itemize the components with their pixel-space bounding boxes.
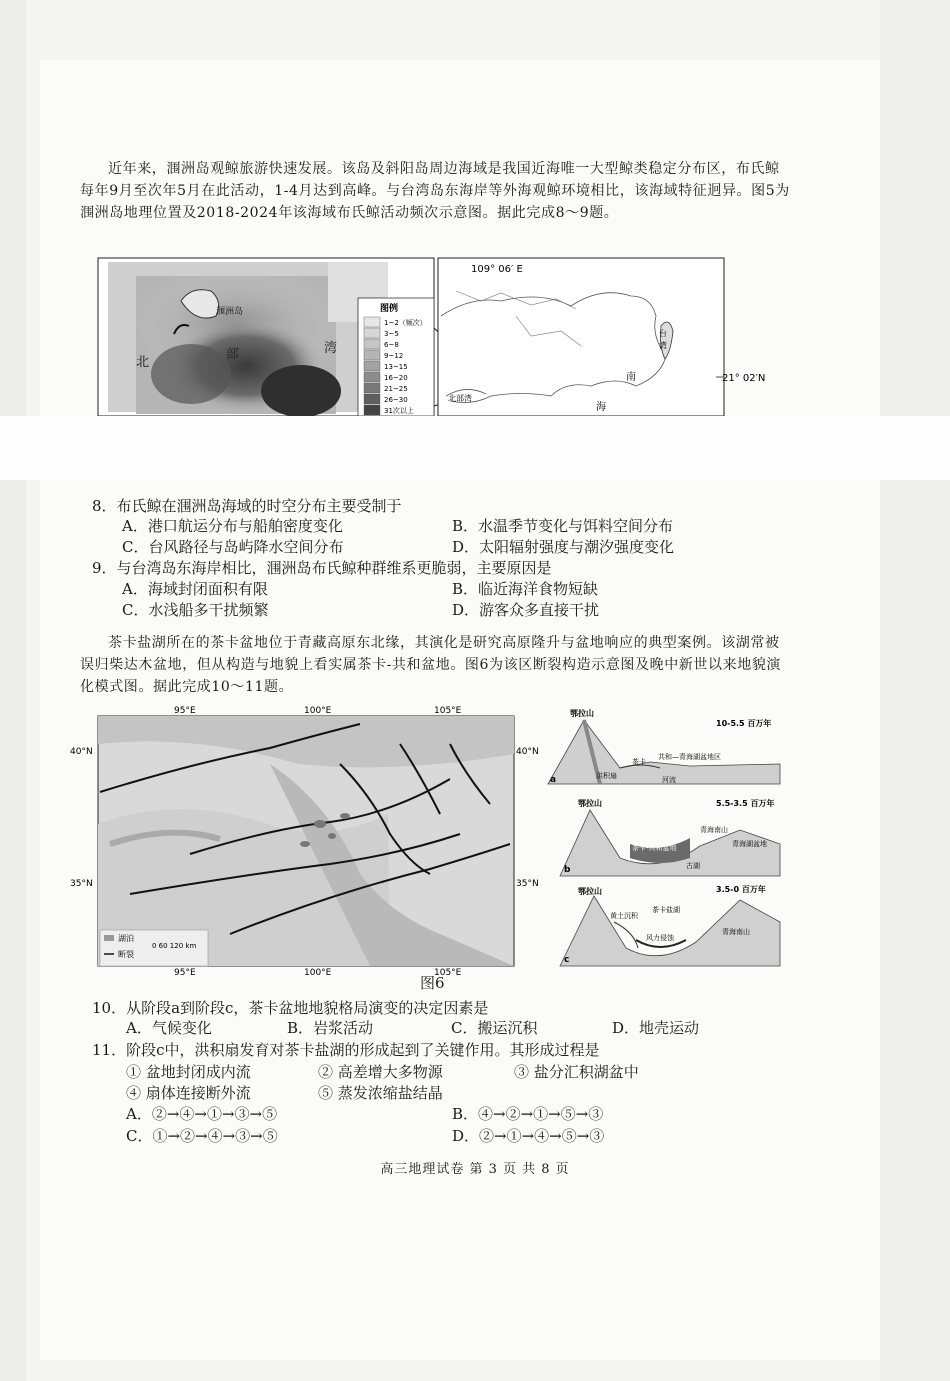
q10-option-d[interactable]: D．地壳运动	[612, 1019, 700, 1037]
stage-a-period: 10-5.5 百万年	[716, 719, 772, 728]
q10-option-b[interactable]: B．岩浆活动	[287, 1019, 374, 1037]
legend-label: 31次以上	[384, 407, 414, 415]
stage-a-label-3: 河流	[662, 776, 676, 784]
gulf-char-2: 部	[226, 347, 240, 362]
stage-a-label-1: 共和—青海湖盆地区	[658, 753, 721, 761]
stage-b-mountain: 鄂拉山	[578, 799, 602, 808]
lon-label: 109° 06′ E	[471, 264, 523, 275]
legend-swatch	[364, 394, 380, 404]
lat-label-left-2: 35°N	[70, 879, 93, 889]
heatmap-legend	[358, 298, 434, 416]
q11-step-2: ② 高差增大多物源	[318, 1063, 443, 1081]
q11-option-c[interactable]: C．①→②→④→③→⑤	[126, 1127, 278, 1145]
stage-b-label-3: 青海湖盆地	[732, 840, 767, 848]
lon-label-bottom-3: 105°E	[434, 968, 462, 978]
stage-c-mountain: 鄂拉山	[578, 887, 602, 896]
q11-option-b[interactable]: B．④→②→①→⑤→③	[452, 1105, 604, 1123]
stage-c-label-3: 风力侵蚀	[646, 934, 674, 942]
legend-label: 13~15	[384, 363, 408, 371]
q8-option-a[interactable]: A．港口航运分布与船舶密度变化	[122, 517, 343, 535]
passage-chaka: 茶卡盐湖所在的茶卡盆地位于青藏高原东北缘，其演化是研究高原隆升与盆地响应的典型案例。该湖常被误归柴达木盆地，但从构造与地貌上看实属茶卡-共和盆地。图6为该区断裂构造示意图及晚中新世以来地貌演化模式图。据此完成10～11题。	[80, 635, 782, 695]
lat-label-right-1: 40°N	[516, 747, 539, 757]
lat-label-left-1: 40°N	[70, 747, 93, 757]
legend-swatch	[364, 328, 380, 338]
legend-swatch	[364, 383, 380, 393]
legend-swatch	[364, 339, 380, 349]
legend-title: 图例	[380, 304, 399, 314]
q10-option-a[interactable]: A．气候变化	[126, 1019, 212, 1037]
sea-char-1: 南	[626, 372, 636, 383]
stage-b-tag: b	[564, 865, 571, 875]
legend-label: 1~2（频次）	[384, 319, 427, 327]
legend-label: 9~12	[384, 352, 404, 360]
taiwan-char-1: 台	[659, 329, 667, 338]
q11-step-3: ③ 盐分汇积湖盆中	[514, 1063, 639, 1081]
legend-swatch	[364, 350, 380, 360]
lon-label-top-3: 105°E	[434, 706, 462, 716]
q9-option-c[interactable]: C．水浅船多干扰频繁	[122, 601, 269, 619]
sea-char-2: 海	[596, 402, 606, 413]
stage-b-label-4: 古湖	[686, 862, 700, 870]
q8-option-b[interactable]: B．水温季节变化与饵料空间分布	[452, 517, 674, 535]
lat-label: 21° 02′N	[722, 373, 766, 384]
scan-gap	[0, 416, 950, 480]
passage-whale: 近年来，涠洲岛观鲸旅游快速发展。该岛及斜阳岛周边海域是我国近海唯一大型鲸类稳定分布区，布氏鲸每年9月至次年5月在此活动，1-4月达到高峰。与台湾岛东海岸等外海观鲸环境相比，该海域特征迥异。图5为涠洲岛地理位置及2018-2024年该海域布氏鲸活动频次示意图。据此完成8～9题。	[80, 161, 790, 221]
question-9-stem: 9．与台湾岛东海岸相比，涠洲岛布氏鲸种群维系更脆弱，主要原因是	[92, 559, 552, 577]
stage-b-label-1: 茶卡-共和盆地	[632, 844, 677, 852]
gulf-char-3: 湾	[324, 341, 338, 356]
taiwan-char-2: 湾	[659, 341, 667, 350]
legend-label: 21~25	[384, 385, 408, 393]
legend-swatch	[364, 405, 380, 415]
stage-a-label-2: 洪积扇	[596, 772, 617, 780]
question-11-stem: 11．阶段c中，洪积扇发育对茶卡盐湖的形成起到了关键作用。其形成过程是	[92, 1041, 600, 1059]
figure-6-stages	[540, 704, 790, 966]
legend-swatch	[364, 317, 380, 327]
lat-label-right-2: 35°N	[516, 879, 539, 889]
lon-label-bottom-2: 100°E	[304, 968, 332, 978]
q11-step-4: ④ 扇体连接断外流	[126, 1084, 251, 1102]
figure-6-caption: 图6	[420, 974, 445, 992]
legend-fault: 断裂	[118, 950, 134, 959]
figure-5	[96, 256, 766, 418]
legend-swatch	[364, 361, 380, 371]
page-footer: 高三地理试卷 第 3 页 共 8 页	[380, 1162, 570, 1177]
location-map	[438, 258, 765, 416]
q9-option-d[interactable]: D．游客众多直接干扰	[452, 601, 600, 619]
stage-c-label-2: 茶卡盐湖	[652, 906, 680, 914]
q9-option-a[interactable]: A．海域封闭面积有限	[122, 580, 268, 598]
legend-label: 3~5	[384, 330, 399, 338]
legend-lake: 湖泊	[118, 934, 134, 943]
q8-option-c[interactable]: C．台风路径与岛屿降水空间分布	[122, 538, 344, 556]
legend-label: 16~20	[384, 374, 408, 382]
inset-gulf-label: 北部湾	[448, 394, 472, 403]
scale-bar: 0 60 120 km	[152, 942, 197, 950]
figure-6-fault-map	[70, 704, 539, 978]
legend-swatch	[364, 372, 380, 382]
stage-a-tag: a	[550, 775, 557, 785]
lon-label-bottom-1: 95°E	[174, 968, 196, 978]
stage-c-diagram	[560, 884, 780, 966]
island-label: 涠洲岛	[216, 307, 244, 317]
stage-a-label-4: 茶卡	[632, 758, 646, 766]
stage-c-label-4: 青海南山	[722, 928, 750, 936]
lon-label-top-1: 95°E	[174, 706, 196, 716]
stage-a-mountain: 鄂拉山	[570, 709, 594, 718]
q11-step-1: ① 盆地封闭成内流	[126, 1063, 251, 1081]
q9-option-b[interactable]: B．临近海洋食物短缺	[452, 580, 599, 598]
stage-b-period: 5.5-3.5 百万年	[716, 799, 775, 808]
lon-label-top-2: 100°E	[304, 706, 332, 716]
stage-c-tag: c	[564, 955, 570, 965]
stage-b-label-2: 青海南山	[700, 826, 728, 834]
legend-label: 6~8	[384, 341, 399, 349]
question-8-stem: 8．布氏鲸在涠洲岛海域的时空分布主要受制于	[92, 497, 402, 515]
stage-c-label-1: 黄土沉积	[610, 912, 638, 920]
stage-a-diagram	[548, 708, 780, 785]
q11-step-5: ⑤ 蒸发浓缩盐结晶	[318, 1084, 443, 1102]
legend-label: 26~30	[384, 396, 408, 404]
q10-option-c[interactable]: C．搬运沉积	[451, 1019, 538, 1037]
map-legend	[100, 930, 208, 966]
q11-option-d[interactable]: D．②→①→④→⑤→③	[452, 1127, 605, 1145]
q11-option-a[interactable]: A．②→④→①→③→⑤	[126, 1105, 278, 1123]
q8-option-d[interactable]: D．太阳辐射强度与潮汐强度变化	[452, 538, 675, 556]
gulf-char-1: 北	[136, 355, 150, 370]
question-10-stem: 10．从阶段a到阶段c，茶卡盆地地貌格局演变的决定因素是	[92, 999, 489, 1017]
stage-b-diagram	[560, 798, 780, 876]
stage-c-period: 3.5-0 百万年	[716, 885, 766, 894]
